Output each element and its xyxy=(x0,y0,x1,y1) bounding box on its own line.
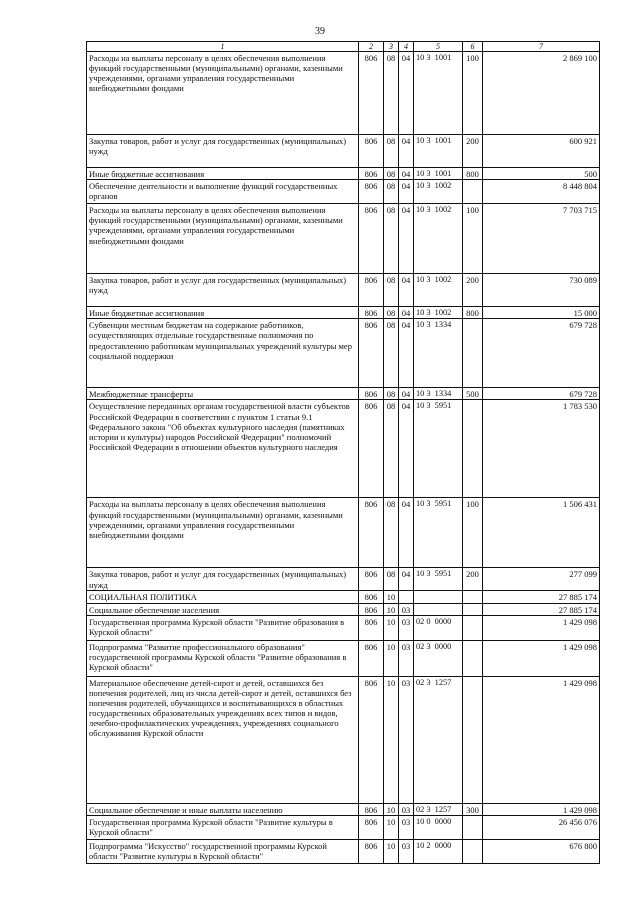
row-expense-type xyxy=(463,319,483,388)
row-name: Закупка товаров, работ и услуг для государственных (муниципальных) нужд xyxy=(87,274,359,307)
row-section: 08 xyxy=(384,388,399,400)
table-row xyxy=(87,815,600,839)
row-subsection: 04 xyxy=(399,388,414,400)
row-target-article: 10 3 1001 xyxy=(414,52,463,135)
table-row xyxy=(87,274,600,307)
row-subsection: 03 xyxy=(399,803,414,815)
table-row xyxy=(87,803,600,815)
row-expense-type xyxy=(463,615,483,640)
row-section: 08 xyxy=(384,319,399,388)
header-col-6: 6 xyxy=(463,42,483,52)
row-subsection xyxy=(399,591,414,603)
row-admin-code: 806 xyxy=(359,498,384,568)
row-expense-type xyxy=(463,400,483,498)
row-admin-code: 806 xyxy=(359,803,384,815)
table-row xyxy=(87,168,600,180)
row-name: Государственная программа Курской области "Развитие образования в Курской области" xyxy=(87,615,359,640)
row-section: 08 xyxy=(384,52,399,135)
row-expense-type: 200 xyxy=(463,568,483,591)
table-row xyxy=(87,615,600,640)
row-name: СОЦИАЛЬНАЯ ПОЛИТИКА xyxy=(87,591,359,603)
row-subsection: 04 xyxy=(399,319,414,388)
table-row xyxy=(87,400,600,498)
page-number: 39 xyxy=(315,26,325,37)
row-section: 08 xyxy=(384,307,399,319)
row-target-article: 10 3 1334 xyxy=(414,388,463,400)
row-target-article: 10 3 1002 xyxy=(414,274,463,307)
row-subsection: 04 xyxy=(399,204,414,274)
row-subsection: 03 xyxy=(399,815,414,839)
table-row xyxy=(87,839,600,863)
row-section: 08 xyxy=(384,204,399,274)
row-expense-type: 200 xyxy=(463,274,483,307)
table-row xyxy=(87,180,600,204)
row-expense-type: 100 xyxy=(463,204,483,274)
row-expense-type: 200 xyxy=(463,135,483,168)
table-row xyxy=(87,603,600,615)
row-target-article: 10 3 5951 xyxy=(414,568,463,591)
row-subsection: 04 xyxy=(399,307,414,319)
row-section: 08 xyxy=(384,180,399,204)
header-col-5: 5 xyxy=(414,42,463,52)
row-expense-type xyxy=(463,591,483,603)
row-admin-code: 806 xyxy=(359,307,384,319)
row-amount: 679 728 xyxy=(483,388,600,400)
row-name: Подпрограмма "Развитие профессионального образования" государственной программы Курской области "Развитие образования в Курской области" xyxy=(87,640,359,676)
row-subsection: 03 xyxy=(399,615,414,640)
row-name: Расходы на выплаты персоналу в целях обеспечения выполнения функций государственными (муниципальными) органами, казенными учреждениями, органами управления государственными внебюджетными фондами xyxy=(87,498,359,568)
row-amount: 1 506 431 xyxy=(483,498,600,568)
row-target-article: 10 0 0000 xyxy=(414,815,463,839)
row-expense-type: 800 xyxy=(463,307,483,319)
row-amount: 500 xyxy=(483,168,600,180)
row-name: Иные бюджетные ассигнования xyxy=(87,307,359,319)
row-section: 08 xyxy=(384,568,399,591)
row-section: 10 xyxy=(384,603,399,615)
row-admin-code: 806 xyxy=(359,603,384,615)
row-name: Государственная программа Курской области "Развитие культуры в Курской области" xyxy=(87,815,359,839)
row-section: 10 xyxy=(384,676,399,803)
row-target-article: 10 3 1001 xyxy=(414,135,463,168)
row-amount: 15 000 xyxy=(483,307,600,319)
header-col-2: 2 xyxy=(359,42,384,52)
row-admin-code: 806 xyxy=(359,52,384,135)
row-admin-code: 806 xyxy=(359,568,384,591)
row-name: Расходы на выплаты персоналу в целях обеспечения выполнения функций государственными (муниципальными) органами, казенными учреждениями, органами управления государственными внебюджетными фондами xyxy=(87,204,359,274)
row-amount: 277 099 xyxy=(483,568,600,591)
row-admin-code: 806 xyxy=(359,388,384,400)
row-subsection: 04 xyxy=(399,168,414,180)
row-expense-type xyxy=(463,603,483,615)
table-row xyxy=(87,388,600,400)
row-amount: 27 885 174 xyxy=(483,591,600,603)
row-expense-type: 100 xyxy=(463,498,483,568)
table-row xyxy=(87,52,600,135)
row-amount: 1 429 098 xyxy=(483,640,600,676)
row-expense-type xyxy=(463,815,483,839)
row-target-article: 02 0 0000 xyxy=(414,615,463,640)
row-section: 10 xyxy=(384,591,399,603)
header-col-1: 1 xyxy=(87,42,359,52)
row-subsection: 04 xyxy=(399,52,414,135)
row-section: 08 xyxy=(384,135,399,168)
row-section: 08 xyxy=(384,400,399,498)
row-subsection: 03 xyxy=(399,839,414,863)
row-amount: 1 429 098 xyxy=(483,676,600,803)
row-section: 08 xyxy=(384,168,399,180)
row-expense-type: 300 xyxy=(463,803,483,815)
row-section: 08 xyxy=(384,274,399,307)
row-target-article: 02 3 1257 xyxy=(414,803,463,815)
row-amount: 730 089 xyxy=(483,274,600,307)
table-row xyxy=(87,676,600,803)
row-section: 10 xyxy=(384,640,399,676)
row-name: Межбюджетные трансферты xyxy=(87,388,359,400)
row-subsection: 04 xyxy=(399,568,414,591)
row-amount: 600 921 xyxy=(483,135,600,168)
row-name: Иные бюджетные ассигнования xyxy=(87,168,359,180)
row-section: 10 xyxy=(384,803,399,815)
row-expense-type xyxy=(463,839,483,863)
row-admin-code: 806 xyxy=(359,640,384,676)
row-amount: 1 429 098 xyxy=(483,615,600,640)
row-amount: 2 869 100 xyxy=(483,52,600,135)
row-section: 10 xyxy=(384,615,399,640)
row-name: Закупка товаров, работ и услуг для государственных (муниципальных) нужд xyxy=(87,568,359,591)
table-row xyxy=(87,591,600,603)
row-target-article: 10 3 1002 xyxy=(414,204,463,274)
row-target-article: 10 3 1001 xyxy=(414,168,463,180)
row-expense-type: 500 xyxy=(463,388,483,400)
row-admin-code: 806 xyxy=(359,319,384,388)
row-name: Расходы на выплаты персоналу в целях обеспечения выполнения функций государственными (муниципальными) органами, казенными учреждениями, органами управления государственными внебюджетными фондами xyxy=(87,52,359,135)
row-name: Материальное обеспечение детей-сирот и детей, оставшихся без попечения родителей, лиц из числа детей-сирот и детей, оставшихся без попечения родителей, обучающихся и воспитывающихся в областных государственных образовательных учреждениях всех типов и видов, лечебно-профилактических учреждениях, учреждениях социального обслуживания Курской области xyxy=(87,676,359,803)
row-target-article: 10 3 5951 xyxy=(414,400,463,498)
row-admin-code: 806 xyxy=(359,274,384,307)
row-amount: 8 448 804 xyxy=(483,180,600,204)
row-amount: 7 703 715 xyxy=(483,204,600,274)
row-name: Социальное обеспечение населения xyxy=(87,603,359,615)
row-target-article xyxy=(414,591,463,603)
row-admin-code: 806 xyxy=(359,615,384,640)
row-admin-code: 806 xyxy=(359,204,384,274)
row-amount: 27 885 174 xyxy=(483,603,600,615)
row-subsection: 03 xyxy=(399,676,414,803)
row-subsection: 04 xyxy=(399,274,414,307)
row-target-article: 10 2 0000 xyxy=(414,839,463,863)
table-row xyxy=(87,319,600,388)
row-target-article: 10 3 1334 xyxy=(414,319,463,388)
header-col-7: 7 xyxy=(483,42,600,52)
table-row xyxy=(87,498,600,568)
row-admin-code: 806 xyxy=(359,135,384,168)
row-subsection: 04 xyxy=(399,498,414,568)
row-section: 10 xyxy=(384,839,399,863)
row-expense-type: 100 xyxy=(463,52,483,135)
row-admin-code: 806 xyxy=(359,676,384,803)
table-body xyxy=(87,52,600,863)
table-row xyxy=(87,204,600,274)
row-name: Субвенции местным бюджетам на содержание работников, осуществляющих отдельные государственные полномочия по предоставлению работникам муниципальных учреждений культуры мер социальной поддержки xyxy=(87,319,359,388)
row-name: Обеспечение деятельности и выполнение функций государственных органов xyxy=(87,180,359,204)
row-expense-type: 800 xyxy=(463,168,483,180)
row-target-article: 10 3 5951 xyxy=(414,498,463,568)
header-col-3: 3 xyxy=(384,42,399,52)
row-name: Осуществление переданных органам государственной власти субъектов Российской Федерации в соответствии с пунктом 1 статьи 9.1 Федерального закона "Об объектах культурного наследия (памятниках истории и культуры) народов Российской Федерации" полномочий Российской Федерации в отношении объектов культурного наследия xyxy=(87,400,359,498)
table-row xyxy=(87,568,600,591)
row-admin-code: 806 xyxy=(359,400,384,498)
row-subsection: 04 xyxy=(399,400,414,498)
row-amount: 26 456 076 xyxy=(483,815,600,839)
table-row xyxy=(87,135,600,168)
row-admin-code: 806 xyxy=(359,168,384,180)
row-admin-code: 806 xyxy=(359,180,384,204)
row-admin-code: 806 xyxy=(359,591,384,603)
row-amount: 1 783 530 xyxy=(483,400,600,498)
row-amount: 676 800 xyxy=(483,839,600,863)
budget-table xyxy=(86,41,600,864)
row-expense-type xyxy=(463,640,483,676)
row-target-article: 10 3 1002 xyxy=(414,307,463,319)
row-subsection: 04 xyxy=(399,180,414,204)
row-subsection: 03 xyxy=(399,640,414,676)
row-section: 10 xyxy=(384,815,399,839)
row-name: Социальное обеспечение и иные выплаты населению xyxy=(87,803,359,815)
row-admin-code: 806 xyxy=(359,815,384,839)
row-amount: 679 728 xyxy=(483,319,600,388)
table-header-row xyxy=(87,42,600,52)
row-subsection: 03 xyxy=(399,603,414,615)
row-admin-code: 806 xyxy=(359,839,384,863)
row-target-article: 10 3 1002 xyxy=(414,180,463,204)
row-target-article: 02 3 1257 xyxy=(414,676,463,803)
row-target-article xyxy=(414,603,463,615)
row-amount: 1 429 098 xyxy=(483,803,600,815)
row-name: Закупка товаров, работ и услуг для государственных (муниципальных) нужд xyxy=(87,135,359,168)
row-target-article: 02 3 0000 xyxy=(414,640,463,676)
row-subsection: 04 xyxy=(399,135,414,168)
row-expense-type xyxy=(463,676,483,803)
table-row xyxy=(87,640,600,676)
table-row xyxy=(87,307,600,319)
header-col-4: 4 xyxy=(399,42,414,52)
row-expense-type xyxy=(463,180,483,204)
row-section: 08 xyxy=(384,498,399,568)
row-name: Подпрограмма "Искусство" государственной программы Курской области "Развитие культуры в Курской области" xyxy=(87,839,359,863)
